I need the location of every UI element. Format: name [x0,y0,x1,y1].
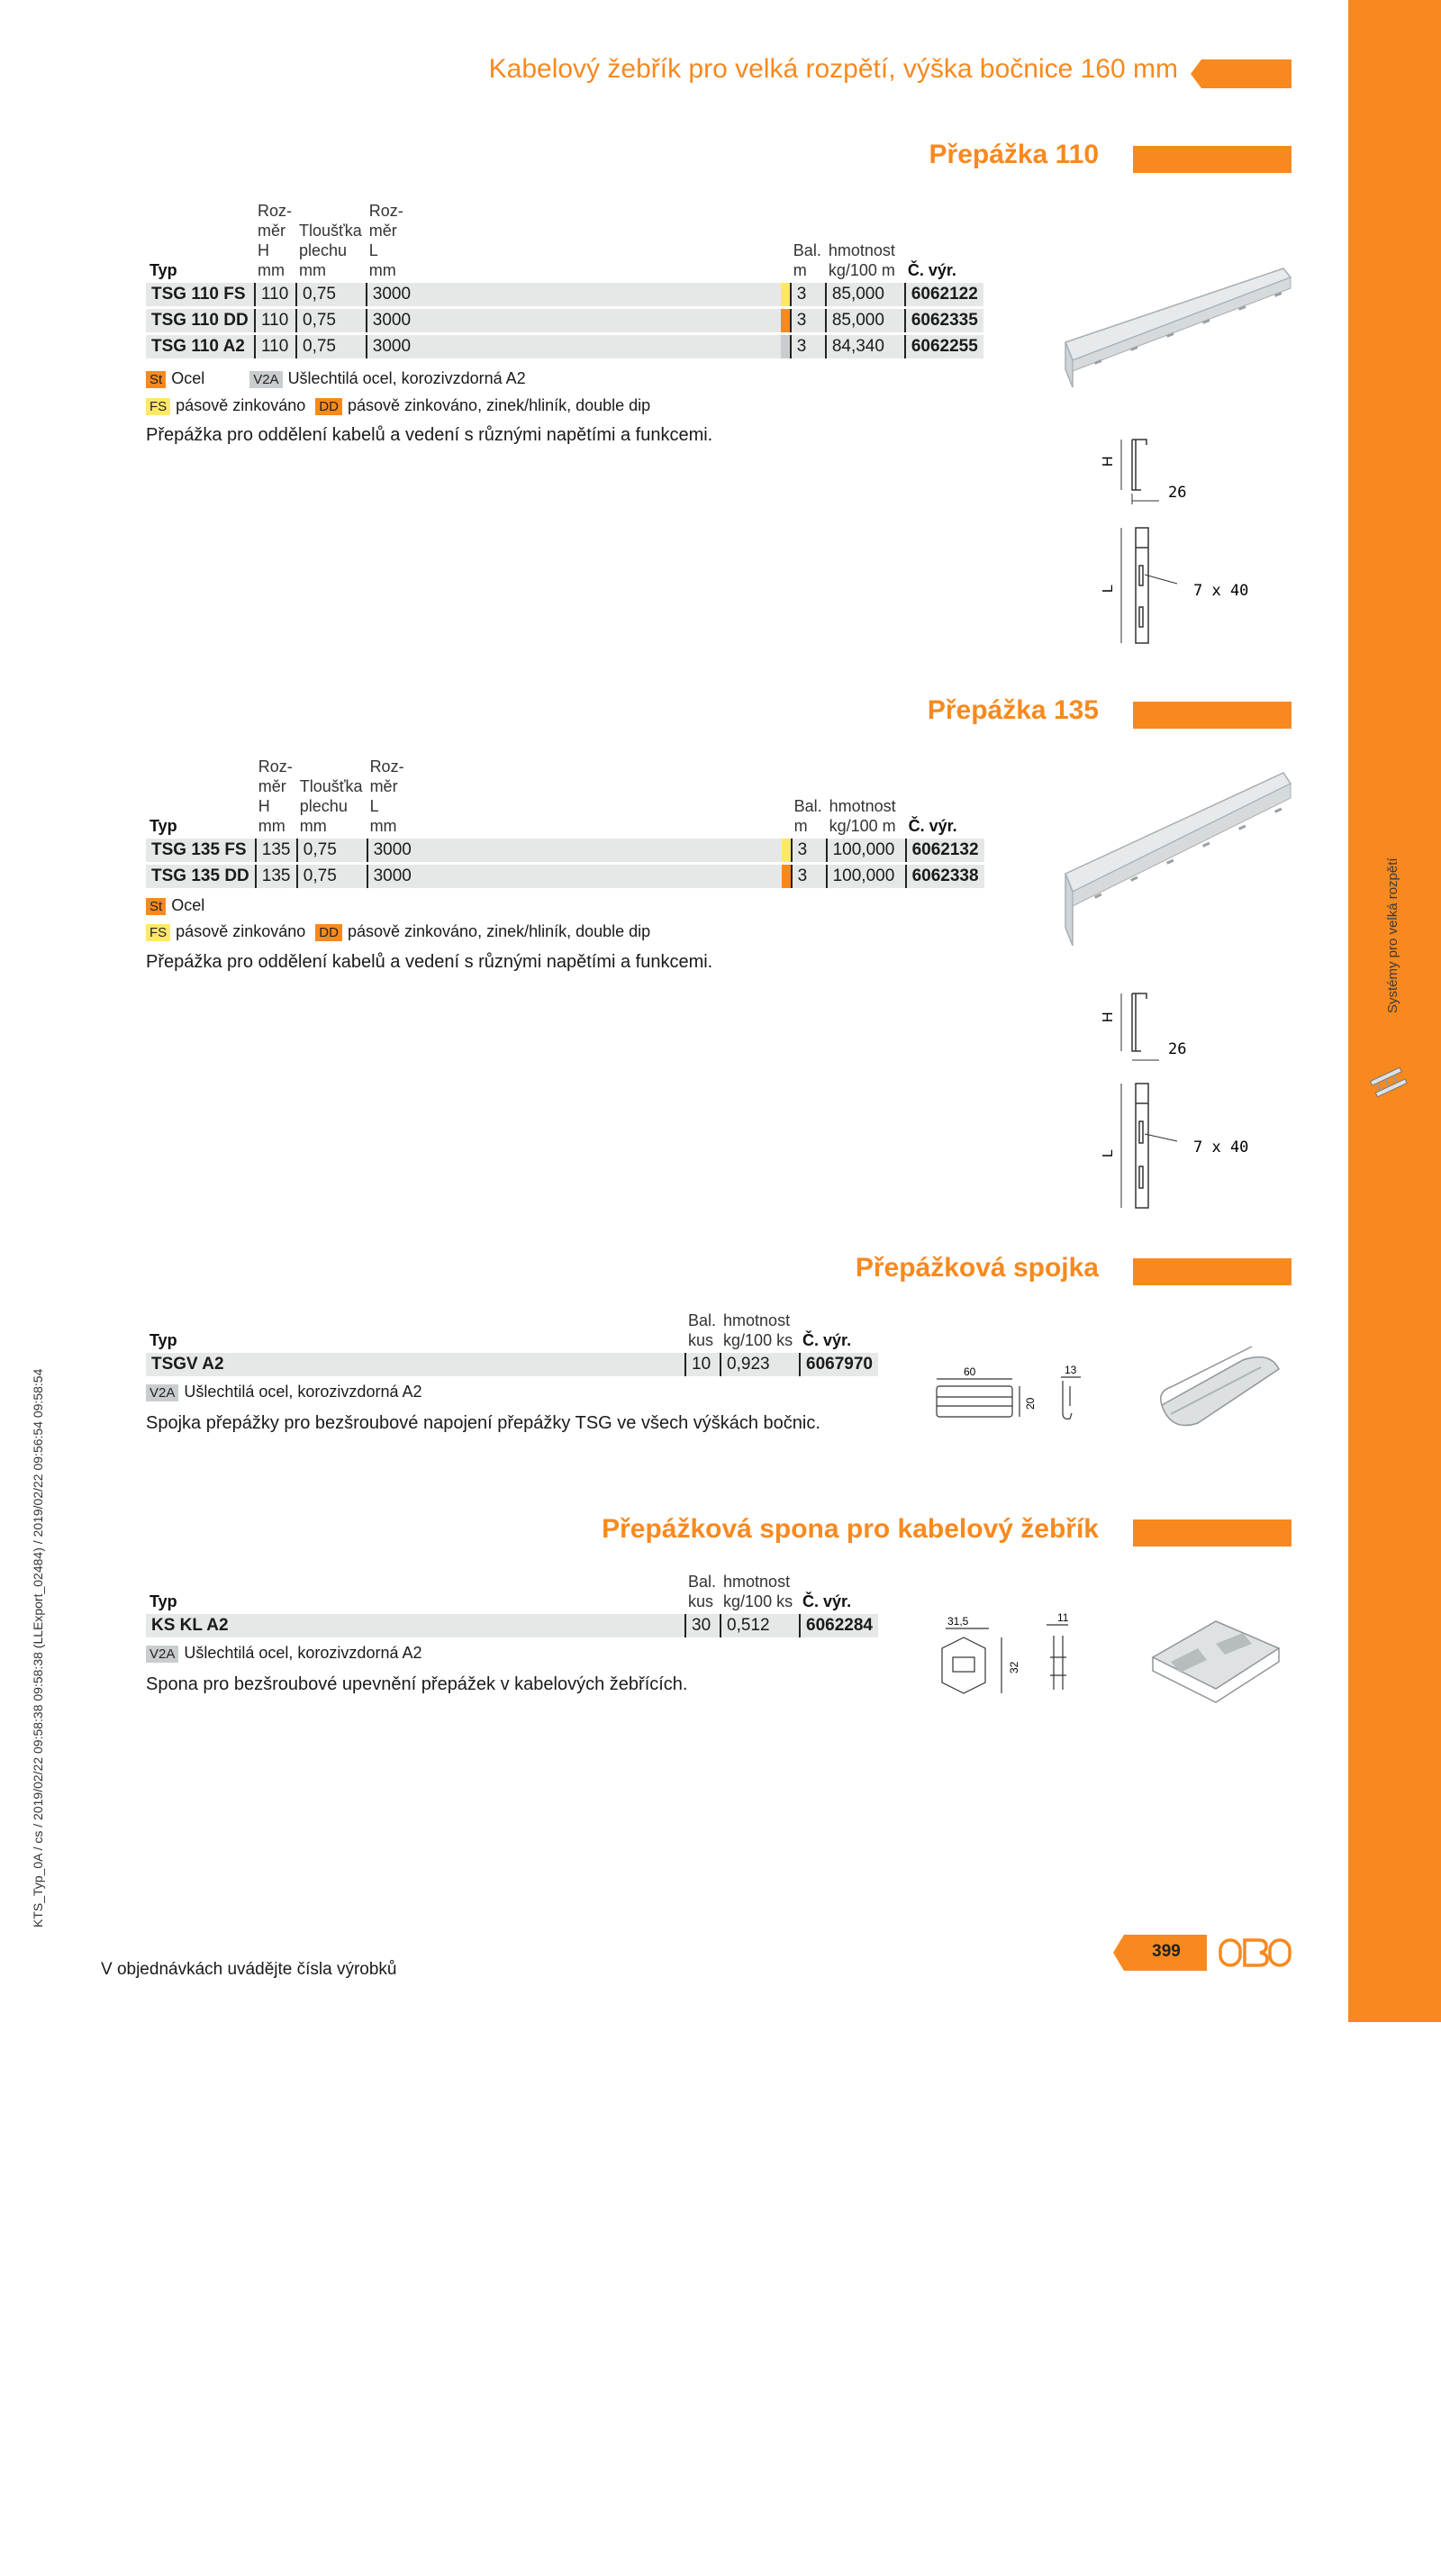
col-header-h: Roz- měr H mm [258,202,293,279]
section-title-prepazka-135: Přepážka 135 [927,695,1099,725]
table-header-row: Typ Bal. kus hmotnost kg/100 ks Č. výr. [150,1311,852,1349]
footer-note: V objednávkách uvádějte čísla výrobků [101,1960,397,1979]
col-header-thickness: Tloušťka plechu mm [299,222,362,279]
material-legend: St Ocel V2A Ušlechtilá ocel, korozivzdorná A2 [146,369,526,388]
clip-dimension-drawing [928,1612,1108,1702]
product-description: Přepážka pro oddělení kabelů a vedení s různými napětími a funkcemi. [146,952,713,972]
dim-l-label: L [1101,585,1116,593]
col-header-typ: Typ [150,261,177,279]
product-table-spojka [146,1308,878,1379]
product-description: Spojka přepážky pro bezšroubové napojení přepážky TSG ve všech výškách bočnic. [146,1413,820,1433]
divider-dimension-drawing [1094,431,1274,674]
dim-slot-label: 7 x 40 [1193,582,1249,600]
clip-product-image [1144,1608,1288,1707]
material-legend: St Ocel [146,896,204,915]
table-header-row [146,201,983,280]
header-accent-tab [1191,59,1291,88]
finish-legend: FS pásově zinkováno DD pásově zinkováno, zinek/hliník, double dip [146,396,650,415]
cable-ladder-thumbnail-icon [1367,1061,1410,1104]
divider-product-image [1058,261,1292,396]
page-number: 399 [1152,1942,1181,1961]
table-header-row: Typ Roz- měr H mm Tloušťka plechu mm Roz- měr L mm Bal. m hmotnost kg/100 m Č. výr. [150,757,957,835]
section-accent-bar [1133,1519,1291,1547]
divider-dimension-drawing [1094,986,1274,1229]
finish-legend: FS pásově zinkováno DD pásově zinkováno, zinek/hliník, double dip [146,922,650,941]
svg-text:11: 11 [1057,1612,1069,1624]
table-row: TSG 110 FS 110 0,75 3000 3 85,000 6062122 [146,283,983,306]
sidebar-category: Systémy pro velká rozpětí [1385,857,1400,1013]
svg-text:60: 60 [964,1365,976,1378]
divider-product-image [1058,766,1292,955]
product-table-prepazka-110 [146,198,983,361]
svg-text:L: L [1101,1149,1116,1157]
svg-text:7 x 40: 7 x 40 [1193,1138,1249,1156]
connector-product-image [1144,1342,1288,1441]
table-row: TSG 135 FS 135 0,75 3000 3 100,000 6062132 [146,839,984,862]
table-row: TSG 110 DD 110 0,75 3000 3 85,000 6062335 [146,309,983,332]
svg-text:26: 26 [1168,1040,1187,1058]
finish-marker-fs [781,283,790,306]
table-row: TSGV A2 10 0,923 6067970 [146,1353,878,1376]
document-metadata: KTS_Typ_0A / cs / 2019/02/22 09:58:38 09:58:38 (LLExport_02484) / 2019/02/22 09:56:54 09:58:54 [31,1368,45,1927]
table-row: TSG 110 A2 110 0,75 3000 3 84,340 6062255 [146,335,983,358]
col-header-bal: Bal. m [793,241,821,279]
material-legend: V2A Ušlechtilá ocel, korozivzdorná A2 [146,1383,422,1401]
col-header-weight: hmotnost kg/100 m [828,241,895,279]
dim-h-label: H [1101,456,1116,467]
table-header-row: Typ Bal. kus hmotnost kg/100 ks Č. výr. [150,1573,852,1610]
product-table-spona [146,1569,878,1640]
finish-marker-v2a [781,335,790,358]
svg-text:31,5: 31,5 [947,1615,969,1628]
section-accent-bar [1133,146,1291,173]
product-description: Přepážka pro oddělení kabelů a vedení s různými napětími a funkcemi. [146,425,713,445]
connector-dimension-drawing [928,1356,1108,1428]
svg-text:32: 32 [1008,1661,1020,1673]
obo-logo [1218,1937,1291,1969]
material-legend: V2A Ušlechtilá ocel, korozivzdorná A2 [146,1644,422,1663]
product-table-prepazka-135 [146,754,984,891]
finish-marker-dd [781,309,790,332]
svg-text:20: 20 [1024,1397,1037,1410]
finish-marker-dd [782,865,791,888]
col-header-art: Č. výr. [907,261,956,279]
page-header-title: Kabelový žebřík pro velká rozpětí, výška bočnice 160 mm [488,54,1178,84]
section-accent-bar [1133,1258,1291,1285]
svg-text:13: 13 [1065,1364,1077,1376]
finish-marker-fs [782,839,791,862]
section-accent-bar [1133,702,1291,729]
product-description: Spona pro bezšroubové upevnění přepážek v kabelových žebřících. [146,1674,688,1694]
dim-width-label: 26 [1168,484,1187,502]
section-title-spona: Přepážková spona pro kabelový žebřík [602,1514,1099,1544]
section-title-spojka: Přepážková spojka [855,1253,1099,1283]
col-header-l: Roz- měr L mm [368,202,403,279]
table-row: TSG 135 DD 135 0,75 3000 3 100,000 6062338 [146,865,984,888]
svg-text:H: H [1101,1011,1116,1022]
section-title-prepazka-110: Přepážka 110 [929,140,1099,169]
table-row: KS KL A2 30 0,512 6062284 [146,1614,878,1637]
